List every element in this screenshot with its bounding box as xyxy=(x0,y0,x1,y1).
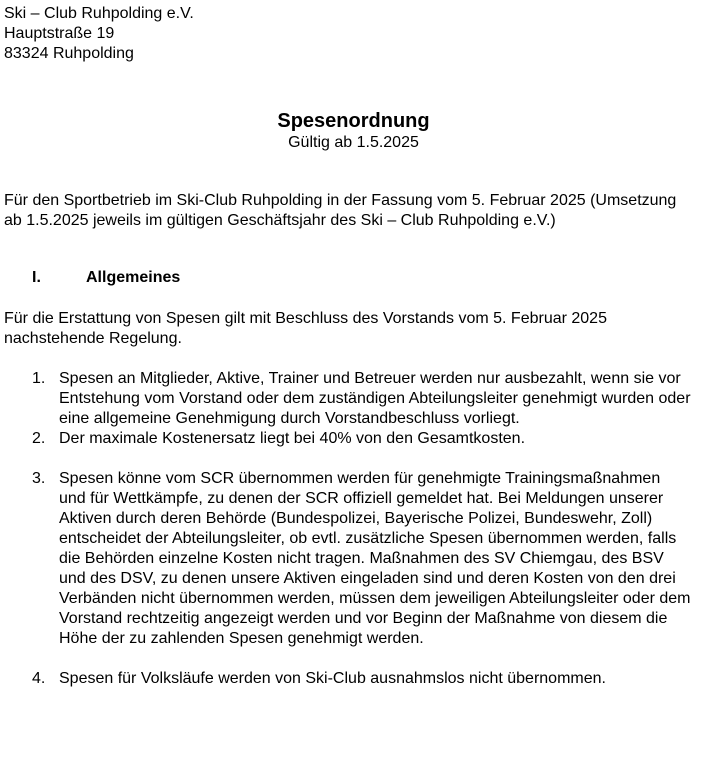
list-item-number: 2. xyxy=(32,430,46,447)
list-item-text: Spesen für Volksläufe werden von Ski-Club ausnahmslos nicht übernommen. xyxy=(59,670,606,687)
section-number: I. xyxy=(32,269,41,286)
address-line-city: 83324 Ruhpolding xyxy=(4,45,134,62)
list-item-text: Spesen an Mitglieder, Aktive, Trainer und Betreuer werden nur ausbezahlt, wenn sie vor Entstehung vom Vorstand oder dem zuständigen Abteilungsleiter genehmigt wurden oder eine allgemeine Genehmigung durch Vorstandbeschluss vorliegt. xyxy=(59,370,691,427)
section-heading xyxy=(4,268,703,288)
title-block xyxy=(4,109,703,153)
list-item-text: Spesen könne vom SCR übernommen werden für genehmigte Trainingsmaßnahmen und für Wettkämpfe, zu denen der SCR offiziell gemeldet hat. Bei Meldungen unserer Aktiven durch deren Behörde (Bundespolizei, Bayerische Polizei, Bundeswehr, Zoll) entscheidet der Abteilungsleiter, ob evtl. zusätzliche Spesen übernommen werden, falls die Behörden einzelne Kosten nicht tragen. Maßnahmen des SV Chiemgau, des BSV und des DSV, zu denen unsere Aktiven eingeladen sind und deren Kosten von den drei Verbänden nicht übernommen werden, müssen dem jeweiligen Abteilungsleiter oder dem Vorstand rechtzeitig angezeigt werden und vor Beginn der Maßnahme von diesem die Höhe der zu zahlenden Spesen genehmigt werden. xyxy=(59,470,691,647)
list-item xyxy=(4,369,703,429)
section-title: Allgemeines xyxy=(86,269,181,286)
list-item xyxy=(4,429,703,449)
list-item xyxy=(4,669,703,689)
address-line-name: Ski – Club Ruhpolding e.V. xyxy=(4,5,194,22)
list-item-number: 4. xyxy=(32,670,46,687)
document-subtitle: Gültig ab 1.5.2025 xyxy=(288,134,419,151)
section-intro: Für die Erstattung von Spesen gilt mit Beschluss des Vorstands vom 5. Februar 2025 nachstehende Regelung. xyxy=(4,310,607,347)
address-line-street: Hauptstraße 19 xyxy=(4,25,115,42)
list-item-number: 1. xyxy=(32,370,46,387)
list-item-number: 3. xyxy=(32,470,46,487)
list-item-text: Der maximale Kostenersatz liegt bei 40% von den Gesamtkosten. xyxy=(59,430,526,447)
rules-list xyxy=(4,369,703,689)
document-title: Spesenordnung xyxy=(277,110,430,132)
intro-paragraph: Für den Sportbetrieb im Ski-Club Ruhpolding in der Fassung vom 5. Februar 2025 (Umsetzung ab 1.5.2025 jeweils im gültigen Geschäftsjahr des Ski – Club Ruhpolding e.V.) xyxy=(4,192,677,229)
list-item xyxy=(4,469,703,649)
club-address xyxy=(4,4,703,64)
